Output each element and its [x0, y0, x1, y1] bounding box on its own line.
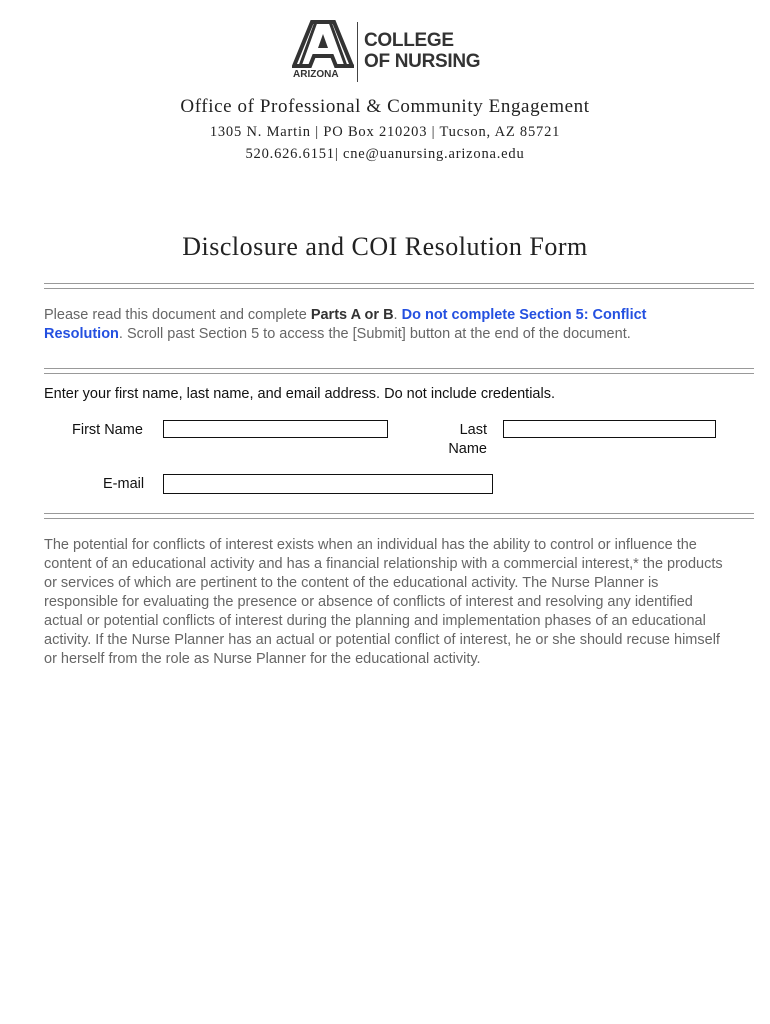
logo-wordmark — [364, 30, 480, 72]
title-divider — [44, 283, 754, 289]
name-section-divider — [44, 513, 754, 519]
last-name-label-line2: Name — [448, 441, 487, 457]
first-name-input[interactable] — [163, 420, 388, 438]
last-name-label — [440, 421, 487, 459]
instructions-tail: . Scroll past Section 5 to access the [Submit] button at the end of the document. — [118, 326, 631, 342]
instructions-parts: Parts A or B — [310, 307, 394, 323]
instructions-divider — [44, 368, 754, 374]
first-name-label: First Name — [72, 422, 143, 438]
name-prompt: Enter your first name, last name, and email address. Do not include credentials. — [44, 386, 555, 402]
email-label: E-mail — [103, 476, 145, 492]
logo-wordmark-line2: OF NURSING — [364, 51, 481, 72]
logo-arizona-text: ARIZONA — [293, 69, 339, 80]
instructions-do-not-complete: Do not complete Section 5: Conflict Resolution — [44, 307, 647, 342]
coi-paragraph: The potential for conflicts of interest exists when an individual has the ability to control or influence the content of an educational activity and has a financial relationship with a commercial interest,* the products or services of which are pertinent to the content of the educational activity. The Nurse Planner is responsible for evaluating the presence or absence of conflicts of interest and resolving any identified actual or potential conflicts of interest during the planning and implementation phases of an educational activity. If the Nurse Planner has an actual or potential conflict of interest, he or she should recuse himself or herself from the role as Nurse Planner for the educational activity. — [44, 537, 723, 667]
instructions-text — [44, 306, 724, 344]
logo-divider — [357, 22, 358, 82]
last-name-input[interactable] — [503, 420, 716, 438]
last-name-label-line1: Last — [459, 422, 487, 438]
college-of-nursing-logo — [292, 20, 492, 86]
office-title: Office of Professional & Community Engagement — [180, 96, 590, 117]
logo-wordmark-line1: COLLEGE — [364, 30, 454, 51]
office-contact: 520.626.6151| cne@uanursing.arizona.edu — [245, 146, 525, 162]
form-title: Disclosure and COI Resolution Form — [182, 232, 588, 261]
instructions-after-parts: . — [393, 307, 402, 323]
email-input[interactable] — [163, 474, 493, 494]
instructions-lead: Please read this document and complete — [44, 307, 311, 323]
office-address: 1305 N. Martin | PO Box 210203 | Tucson, AZ 85721 — [209, 124, 561, 140]
